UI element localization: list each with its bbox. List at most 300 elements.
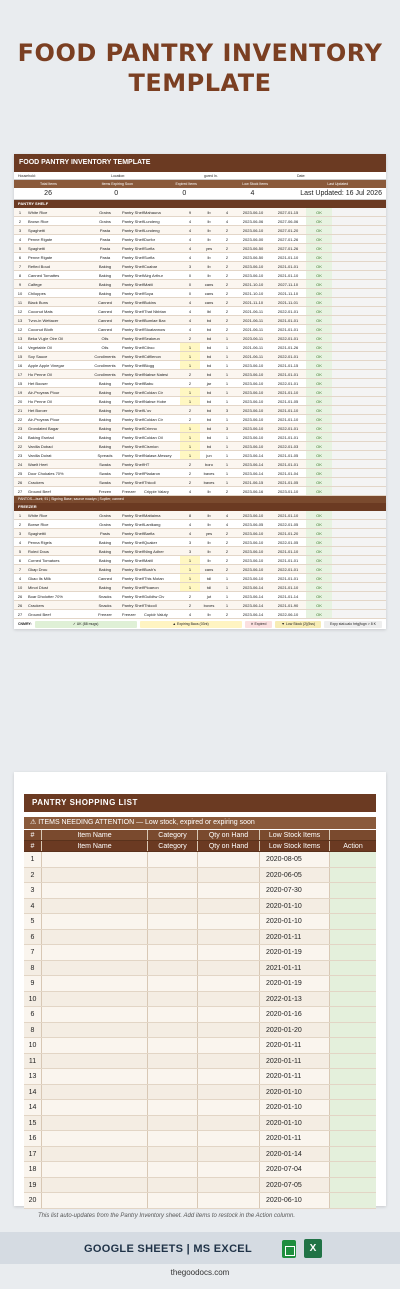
row-number[interactable]: 19 xyxy=(17,390,23,395)
row-number[interactable]: 14 xyxy=(17,345,23,350)
low-stock[interactable]: 3 xyxy=(225,408,229,413)
low-stock[interactable]: 2 xyxy=(225,300,229,305)
table-row[interactable] xyxy=(14,424,386,433)
qty[interactable]: 4 xyxy=(188,237,192,242)
item-name[interactable]: Apple Apple Vinegar xyxy=(28,363,65,368)
expiry-date[interactable]: 2021-01-01 xyxy=(277,318,299,323)
category[interactable]: Oils xyxy=(101,345,109,350)
qty[interactable]: 1 xyxy=(180,433,200,441)
expiry-date[interactable]: 2021-01-05 xyxy=(277,399,299,404)
table-row[interactable] xyxy=(14,334,386,343)
qty[interactable]: 1 xyxy=(180,397,200,405)
low-stock-date[interactable]: 2020-01-10 xyxy=(260,1116,330,1131)
action-cell[interactable] xyxy=(330,992,376,1007)
category-cell[interactable] xyxy=(148,1023,198,1038)
table-row[interactable] xyxy=(14,556,386,565)
table-row[interactable] xyxy=(14,478,386,487)
qty-cell[interactable] xyxy=(198,852,260,867)
row-number[interactable]: 23 xyxy=(17,426,23,431)
category-cell[interactable] xyxy=(148,1069,198,1084)
qty[interactable]: 4 xyxy=(188,612,192,617)
purchase-date[interactable]: 2023-06-10 xyxy=(242,426,264,431)
location[interactable]: Pantry Shelf xyxy=(122,417,144,422)
action-cell[interactable] xyxy=(330,1147,376,1162)
low-stock[interactable]: 2 xyxy=(225,291,229,296)
purchase-date[interactable]: 2023-06-11 xyxy=(242,336,264,341)
brand[interactable]: Surfia xyxy=(144,246,155,251)
unit[interactable]: lb xyxy=(207,255,211,260)
unit[interactable]: tdl xyxy=(206,576,212,581)
table-row[interactable] xyxy=(24,1007,376,1023)
item-name[interactable]: Het Bocser xyxy=(28,381,48,386)
item-name-cell[interactable] xyxy=(42,961,148,976)
expiry-date[interactable]: 2021-01-10 xyxy=(277,255,299,260)
purchase-date[interactable]: 2021-06-11 xyxy=(242,318,264,323)
table-row[interactable] xyxy=(24,1147,376,1163)
unit[interactable]: jun xyxy=(206,453,212,458)
table-row[interactable] xyxy=(24,1023,376,1039)
category-cell[interactable] xyxy=(148,1193,198,1208)
qty-cell[interactable] xyxy=(198,868,260,883)
status-cell[interactable]: OK xyxy=(306,556,332,564)
item-name[interactable]: Het Boroer xyxy=(28,408,48,413)
status-cell[interactable]: OK xyxy=(306,325,332,333)
category[interactable]: Baking xyxy=(98,417,112,422)
row-number[interactable]: 1 xyxy=(18,210,22,215)
category[interactable]: Canned xyxy=(97,327,112,332)
status-cell[interactable]: OK xyxy=(306,289,332,297)
purchase-date[interactable]: 2023-06-10 xyxy=(242,228,264,233)
unit[interactable]: jar xyxy=(206,381,212,386)
low-stock[interactable]: 4 xyxy=(225,219,229,224)
expiry-date[interactable]: 2022-01-01 xyxy=(277,309,299,314)
brand[interactable]: Airg Arthur xyxy=(144,273,163,278)
brand[interactable]: That Nbbtan xyxy=(144,309,167,314)
unit[interactable]: cans xyxy=(204,567,214,572)
qty[interactable]: 1 xyxy=(180,451,200,459)
table-row[interactable] xyxy=(24,899,376,915)
low-stock[interactable]: 1 xyxy=(225,480,229,485)
qty[interactable]: 2 xyxy=(188,480,192,485)
table-row[interactable] xyxy=(14,280,386,289)
category[interactable]: Grains xyxy=(99,522,111,527)
status-cell[interactable]: OK xyxy=(306,433,332,441)
table-row[interactable] xyxy=(24,961,376,977)
category-cell[interactable] xyxy=(148,899,198,914)
low-stock-date[interactable]: 2020-01-10 xyxy=(260,899,330,914)
location[interactable]: Pantry Shelf xyxy=(122,354,144,359)
brand[interactable]: Nabse Natesi xyxy=(144,372,169,377)
item-name[interactable]: Ground Beef xyxy=(28,489,51,494)
status-cell[interactable]: OK xyxy=(306,361,332,369)
table-row[interactable] xyxy=(14,253,386,262)
status-cell[interactable]: OK xyxy=(306,478,332,486)
item-name-cell[interactable] xyxy=(42,883,148,898)
item-name-cell[interactable] xyxy=(42,1038,148,1053)
category[interactable]: Pasta xyxy=(99,246,111,251)
unit[interactable]: lb xyxy=(207,513,211,518)
row-number[interactable]: 2 xyxy=(18,522,22,527)
expiry-date[interactable]: 2021-11-10 xyxy=(277,291,299,296)
status-cell[interactable]: OK xyxy=(306,217,332,225)
category[interactable]: Canned xyxy=(97,318,112,323)
location[interactable]: Pantry Shelf xyxy=(122,345,144,350)
purchase-date[interactable]: 2023-06-10 xyxy=(242,408,264,413)
table-row[interactable] xyxy=(14,565,386,574)
brand[interactable]: Thicoll xyxy=(144,480,156,485)
category[interactable]: Freezer xyxy=(98,612,112,617)
table-row[interactable] xyxy=(14,343,386,352)
qty[interactable]: 4 xyxy=(188,309,192,314)
category-cell[interactable] xyxy=(148,1147,198,1162)
action-cell[interactable] xyxy=(330,945,376,960)
category[interactable]: Baking xyxy=(98,426,112,431)
table-row[interactable] xyxy=(24,945,376,961)
expiry-date[interactable]: 2021-01-10 xyxy=(277,513,299,518)
purchase-date[interactable]: 2023-06-10 xyxy=(242,417,264,422)
purchase-date[interactable]: 2023-06-06 xyxy=(242,219,264,224)
row-number[interactable]: 6 xyxy=(24,1007,42,1022)
row-number[interactable]: 2 xyxy=(18,219,22,224)
brand[interactable]: Copidr Valuty xyxy=(144,612,168,617)
brand[interactable]: Cdfllenon xyxy=(144,354,161,359)
qty[interactable]: 0 xyxy=(188,291,192,296)
location[interactable]: Pantry Shelf xyxy=(122,444,144,449)
qty-cell[interactable] xyxy=(198,1085,260,1100)
purchase-date[interactable]: 2021-11-10 xyxy=(242,300,264,305)
table-row[interactable] xyxy=(24,992,376,1008)
row-number[interactable]: 3 xyxy=(18,531,22,536)
qty[interactable]: 1 xyxy=(180,565,200,573)
expiry-date[interactable]: 2021-01-10 xyxy=(277,585,299,590)
category[interactable]: Baking xyxy=(98,282,112,287)
action-cell[interactable] xyxy=(330,1100,376,1115)
action-cell[interactable] xyxy=(330,1162,376,1177)
item-name[interactable]: Vanilla Doirat xyxy=(28,453,52,458)
purchase-date[interactable]: 2021-06-11 xyxy=(242,309,264,314)
location[interactable]: Pantry Shelf xyxy=(122,471,144,476)
expiry-date[interactable]: 2027-01-26 xyxy=(277,237,299,242)
unit[interactable]: boro xyxy=(204,462,213,467)
item-name-cell[interactable] xyxy=(42,1131,148,1146)
action-cell[interactable] xyxy=(330,1054,376,1069)
row-number[interactable]: 15 xyxy=(17,381,23,386)
category[interactable]: Pasta xyxy=(99,255,111,260)
qty[interactable]: 1 xyxy=(180,556,200,564)
category[interactable]: Grains xyxy=(99,513,111,518)
item-name[interactable]: Waelt Heet xyxy=(28,462,48,467)
location[interactable]: Pantry Shelf xyxy=(122,282,144,287)
table-row[interactable] xyxy=(14,208,386,217)
item-name[interactable]: Chiloppes xyxy=(28,291,46,296)
purchase-date[interactable]: 2023-06-14 xyxy=(242,453,264,458)
table-row[interactable] xyxy=(14,298,386,307)
location[interactable]: Pantry Shelf xyxy=(122,381,144,386)
low-stock[interactable]: 1 xyxy=(225,354,229,359)
item-name-cell[interactable] xyxy=(42,930,148,945)
low-stock-date[interactable]: 2020-01-19 xyxy=(260,976,330,991)
location[interactable]: Pantry Shelf xyxy=(122,255,144,260)
location[interactable]: Pantry Shelf xyxy=(122,327,144,332)
table-row[interactable] xyxy=(24,914,376,930)
purchase-date[interactable]: 2023-06-10 xyxy=(242,549,264,554)
category-cell[interactable] xyxy=(148,976,198,991)
row-number[interactable]: 11 xyxy=(17,300,23,305)
qty[interactable]: 9 xyxy=(188,210,192,215)
row-number[interactable]: 26 xyxy=(17,594,23,599)
location[interactable]: Pantry Shelf xyxy=(122,399,144,404)
purchase-date[interactable]: 2023-06-10 xyxy=(242,273,264,278)
status-cell[interactable]: OK xyxy=(306,538,332,546)
brand[interactable]: Lantkang xyxy=(144,522,161,527)
action-cell[interactable] xyxy=(330,914,376,929)
row-number[interactable]: 11 xyxy=(24,1054,42,1069)
expiry-date[interactable]: 2021-01-10 xyxy=(277,417,299,422)
qty[interactable]: 1 xyxy=(180,361,200,369)
table-row[interactable] xyxy=(24,1162,376,1178)
status-cell[interactable]: OK xyxy=(306,298,332,306)
unit[interactable]: lbl xyxy=(206,309,211,314)
qty-cell[interactable] xyxy=(198,961,260,976)
item-name[interactable]: Beka Vi-gie Olre Oil xyxy=(28,336,64,341)
item-name[interactable]: Ground Beef xyxy=(28,612,51,617)
category-cell[interactable] xyxy=(148,914,198,929)
low-stock-date[interactable]: 2020-01-14 xyxy=(260,1147,330,1162)
table-row[interactable] xyxy=(14,289,386,298)
expiry-date[interactable]: 2021-01-01 xyxy=(277,558,299,563)
category-cell[interactable] xyxy=(148,961,198,976)
expiry-date[interactable]: 2021-01-04 xyxy=(277,471,299,476)
low-stock[interactable]: 1 xyxy=(225,381,229,386)
expiry-date[interactable]: 2022-01-05 xyxy=(277,522,299,527)
item-name-cell[interactable] xyxy=(42,1116,148,1131)
qty-cell[interactable] xyxy=(198,883,260,898)
location[interactable]: Pantry Shelf xyxy=(122,531,144,536)
unit[interactable]: lb xyxy=(207,210,211,215)
low-stock-date[interactable]: 2020-01-11 xyxy=(260,1131,330,1146)
low-stock[interactable]: 1 xyxy=(225,363,229,368)
category-cell[interactable] xyxy=(148,1007,198,1022)
qty[interactable]: 2 xyxy=(188,603,192,608)
category[interactable]: Grains xyxy=(99,219,111,224)
row-number[interactable]: 6 xyxy=(18,558,22,563)
table-row[interactable] xyxy=(14,406,386,415)
purchase-date[interactable]: 2023-06-10 xyxy=(242,210,264,215)
table-row[interactable] xyxy=(14,529,386,538)
unit[interactable]: cans xyxy=(204,282,214,287)
low-stock[interactable]: 2 xyxy=(225,318,229,323)
row-number[interactable]: 12 xyxy=(17,327,23,332)
low-stock[interactable]: 1 xyxy=(225,444,229,449)
table-row[interactable] xyxy=(14,442,386,451)
low-stock[interactable]: 3 xyxy=(225,426,229,431)
item-name[interactable]: Baking Esntad xyxy=(28,435,54,440)
low-stock-date[interactable]: 2020-01-11 xyxy=(260,930,330,945)
purchase-date[interactable]: 2023-06-14 xyxy=(242,603,264,608)
qty-cell[interactable] xyxy=(198,914,260,929)
low-stock[interactable]: 1 xyxy=(225,576,229,581)
low-stock-date[interactable]: 2020-06-05 xyxy=(260,868,330,883)
unit[interactable]: lb xyxy=(207,273,211,278)
low-stock[interactable]: 2 xyxy=(225,540,229,545)
action-cell[interactable] xyxy=(330,1131,376,1146)
brand[interactable]: Biogg xyxy=(144,363,155,368)
status-cell[interactable]: OK xyxy=(306,592,332,600)
expiry-date[interactable]: 2022-06-10 xyxy=(277,612,299,617)
qty[interactable]: 1 xyxy=(180,352,200,360)
low-stock[interactable]: 2 xyxy=(225,237,229,242)
low-stock-date[interactable]: 2020-06-10 xyxy=(260,1193,330,1208)
item-name[interactable]: Soy Sauce xyxy=(28,354,48,359)
category[interactable]: Canned xyxy=(97,576,112,581)
item-name-cell[interactable] xyxy=(42,945,148,960)
brand[interactable]: Coldan Cir xyxy=(144,417,163,422)
category[interactable]: Baking xyxy=(98,390,112,395)
status-cell[interactable]: OK xyxy=(306,208,332,216)
unit[interactable]: bd xyxy=(206,327,212,332)
item-name[interactable]: Refied Boud xyxy=(28,264,51,269)
row-number[interactable]: 22 xyxy=(17,444,23,449)
location[interactable]: Pantry Shelf xyxy=(122,228,144,233)
expiry-date[interactable]: 2021-01-01 xyxy=(277,372,299,377)
row-number[interactable]: 26 xyxy=(17,480,23,485)
brand[interactable]: Coldan Cir xyxy=(144,390,163,395)
unit[interactable]: bd xyxy=(206,354,212,359)
row-number[interactable]: 9 xyxy=(24,976,42,991)
category-cell[interactable] xyxy=(148,1038,198,1053)
action-cell[interactable] xyxy=(330,868,376,883)
location[interactable]: Pantry Shelf xyxy=(122,480,144,485)
expiry-date[interactable]: 2022-01-01 xyxy=(277,567,299,572)
unit[interactable]: boves xyxy=(203,603,215,608)
expiry-date[interactable]: 2027-11-10 xyxy=(277,282,299,287)
brand[interactable]: Crippie Valary xyxy=(144,489,169,494)
qty[interactable]: 3 xyxy=(188,549,192,554)
qty[interactable]: 3 xyxy=(188,264,192,269)
table-row[interactable] xyxy=(24,1178,376,1194)
table-row[interactable] xyxy=(14,370,386,379)
brand[interactable]: Lundeng xyxy=(144,228,160,233)
item-name-cell[interactable] xyxy=(42,1085,148,1100)
location[interactable]: Pantry Shelf xyxy=(122,273,144,278)
item-name-cell[interactable] xyxy=(42,914,148,929)
item-name[interactable]: Gkap Drou xyxy=(28,567,48,572)
row-number[interactable]: 21 xyxy=(17,408,23,413)
category[interactable]: Condiments xyxy=(94,363,116,368)
table-row[interactable] xyxy=(14,415,386,424)
status-cell[interactable]: OK xyxy=(306,226,332,234)
purchase-date[interactable]: 2023-06-10 xyxy=(242,576,264,581)
table-row[interactable] xyxy=(24,852,376,868)
action-cell[interactable] xyxy=(330,1023,376,1038)
category[interactable]: Swaks xyxy=(99,462,111,467)
item-name[interactable]: Spaghettii xyxy=(28,531,46,536)
location[interactable]: Pantry Shelf xyxy=(122,246,144,251)
low-stock[interactable]: 1 xyxy=(225,345,229,350)
row-number[interactable]: 7 xyxy=(18,567,22,572)
low-stock[interactable]: 2 xyxy=(225,228,229,233)
row-number[interactable]: 10 xyxy=(24,1038,42,1053)
brand[interactable]: Lundeng xyxy=(144,219,160,224)
row-number[interactable]: 24 xyxy=(17,462,23,467)
table-row[interactable] xyxy=(14,271,386,280)
category[interactable]: Baking xyxy=(98,435,112,440)
low-stock[interactable]: 1 xyxy=(225,390,229,395)
location[interactable]: Pantry Shelf xyxy=(122,372,144,377)
purchase-date[interactable]: 2023-06-10 xyxy=(242,531,264,536)
brand[interactable]: Bumlae Bax xyxy=(144,318,166,323)
item-name[interactable]: Boar Dholotter 70% xyxy=(28,594,63,599)
row-number[interactable]: 4 xyxy=(18,576,22,581)
purchase-date[interactable]: 2023-06-14 xyxy=(242,585,264,590)
row-number[interactable]: 8 xyxy=(24,1023,42,1038)
purchase-date[interactable]: 2023-06-05 xyxy=(242,522,264,527)
table-row[interactable] xyxy=(24,1131,376,1147)
table-row[interactable] xyxy=(14,520,386,529)
purchase-date[interactable]: 2023-06-10 xyxy=(242,381,264,386)
table-row[interactable] xyxy=(14,325,386,334)
status-cell[interactable]: OK xyxy=(306,379,332,387)
brand[interactable]: Quaker xyxy=(144,540,158,545)
table-row[interactable] xyxy=(24,1085,376,1101)
expiry-date[interactable]: 2022-01-03 xyxy=(277,444,299,449)
item-name-cell[interactable] xyxy=(42,1162,148,1177)
action-cell[interactable] xyxy=(330,883,376,898)
low-stock-date[interactable]: 2022-01-13 xyxy=(260,992,330,1007)
table-row[interactable] xyxy=(24,1116,376,1132)
status-cell[interactable]: OK xyxy=(306,334,332,342)
status-cell[interactable]: OK xyxy=(306,397,332,405)
table-row[interactable] xyxy=(14,316,386,325)
qty[interactable]: 1 xyxy=(180,574,200,582)
brand[interactable]: Pladaron xyxy=(144,471,161,476)
status-cell[interactable]: OK xyxy=(306,520,332,528)
qty-cell[interactable] xyxy=(198,1131,260,1146)
expiry-date[interactable]: 2021-01-10 xyxy=(277,549,299,554)
purchase-date[interactable]: 2023-06-10 xyxy=(242,540,264,545)
brand[interactable]: L'ov xyxy=(144,408,152,413)
item-name-cell[interactable] xyxy=(42,992,148,1007)
unit[interactable]: bd xyxy=(206,426,212,431)
expiry-date[interactable]: 2023-01-10 xyxy=(277,489,299,494)
status-cell[interactable]: OK xyxy=(306,235,332,243)
item-name-cell[interactable] xyxy=(42,1007,148,1022)
row-number[interactable]: 16 xyxy=(24,1131,42,1146)
purchase-date[interactable]: 2023-06-14 xyxy=(242,462,264,467)
brand[interactable]: Stoatannow xyxy=(144,327,166,332)
low-stock-date[interactable]: 2020-01-11 xyxy=(260,1069,330,1084)
expiry-date[interactable]: 2021-01-01 xyxy=(277,576,299,581)
status-cell[interactable]: OK xyxy=(306,601,332,609)
brand[interactable]: Bush's xyxy=(144,567,156,572)
expiry-date[interactable]: 2021-01-90 xyxy=(277,603,299,608)
location[interactable]: Pantry Shelf xyxy=(122,594,144,599)
location[interactable]: Pantry Shelf xyxy=(122,558,144,563)
row-number[interactable]: 14 xyxy=(24,1085,42,1100)
low-stock[interactable]: 1 xyxy=(225,372,229,377)
location[interactable]: Pantry Shelf xyxy=(122,309,144,314)
table-row[interactable] xyxy=(14,538,386,547)
expiry-date[interactable]: 2022-01-05 xyxy=(277,540,299,545)
location[interactable]: Freezer xyxy=(122,489,136,494)
brand[interactable]: Soya xyxy=(144,291,154,296)
low-stock[interactable]: 1 xyxy=(225,435,229,440)
low-stock[interactable]: 1 xyxy=(225,453,229,458)
unit[interactable]: lb xyxy=(207,489,211,494)
category[interactable]: Snacks xyxy=(98,594,112,599)
table-row[interactable] xyxy=(24,976,376,992)
brand[interactable]: Seakeun xyxy=(144,336,160,341)
